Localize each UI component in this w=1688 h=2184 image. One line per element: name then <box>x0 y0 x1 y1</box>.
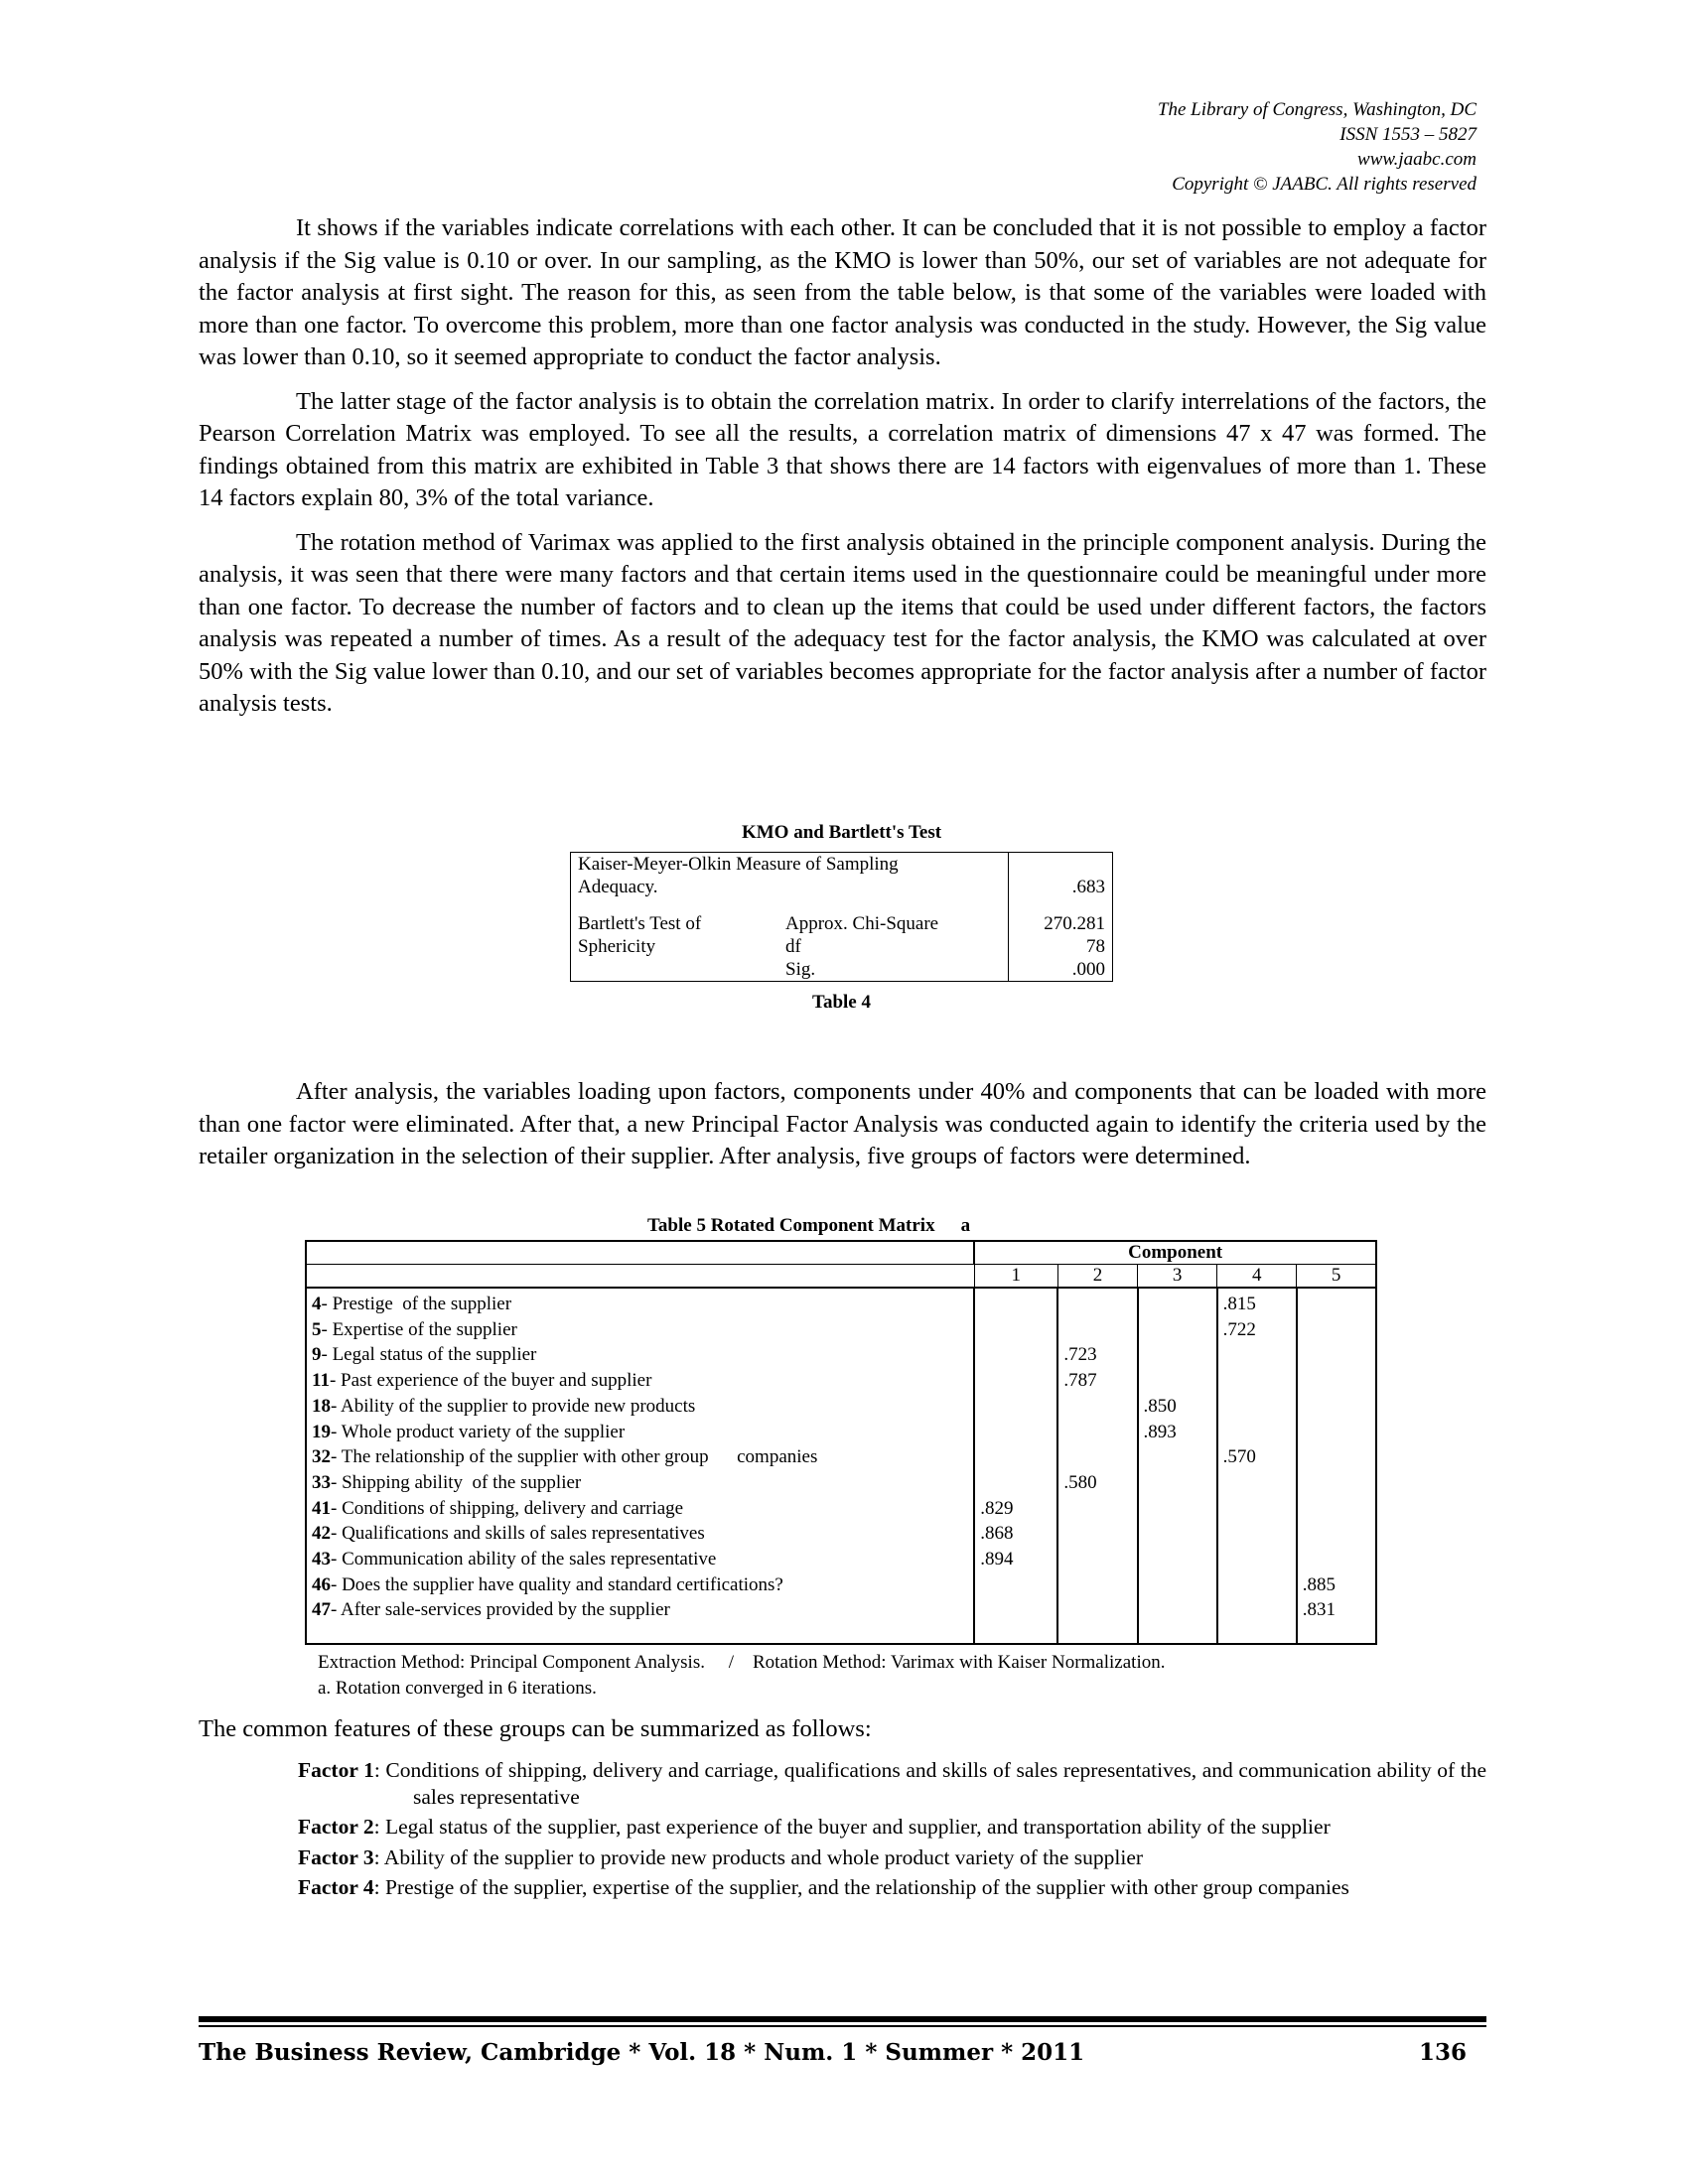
factor-item: Factor 3: Ability of the supplier to provide new products and whole product variety of the supplier <box>298 1844 1144 1869</box>
loading-cell <box>1297 1288 1376 1317</box>
loading-cell: .723 <box>1057 1342 1137 1368</box>
loading-cell <box>1138 1572 1217 1598</box>
loading-cell <box>1057 1572 1137 1598</box>
header-line: Copyright © JAABC. All rights reserved <box>1172 174 1477 195</box>
loading-cell <box>1138 1368 1217 1394</box>
table-row <box>306 1496 1376 1522</box>
loading-cell <box>1297 1547 1376 1572</box>
item-label: 19- Whole product variety of the supplier <box>312 1421 626 1442</box>
paragraph: The latter stage of the factor analysis is to obtain the correlation matrix. In order to clarify interrelations of the factors, the Pearson Correlation Matrix was employed. To see all the results, a correlation matrix of dimensions 47 x 47 was formed. The findings obtained from this matrix are exhibited in Table 3 that shows there are 14 factors with eigenvalues of more than 1. These 14 factors explain 80, 3% of the total variance. <box>199 387 1486 511</box>
item-label: 4- Prestige of the supplier <box>312 1294 512 1314</box>
loading-cell: .894 <box>974 1547 1057 1572</box>
table-row <box>306 1521 1376 1547</box>
column-number: 1 <box>974 1265 1057 1289</box>
table-note: a. Rotation converged in 6 iterations. <box>318 1678 597 1699</box>
bartlett-stats-labels: Approx. Chi-Square df Sig. <box>785 913 939 980</box>
loading-cell: .815 <box>1217 1288 1297 1317</box>
table-row <box>306 1420 1376 1445</box>
loading-cell <box>974 1342 1057 1368</box>
loading-cell <box>974 1368 1057 1394</box>
item-label: 33- Shipping ability of the supplier <box>312 1471 582 1493</box>
loading-cell <box>1297 1470 1376 1496</box>
loading-cell <box>1297 1496 1376 1522</box>
table-row <box>306 1597 1376 1644</box>
table-row <box>306 1368 1376 1394</box>
header-line: www.jaabc.com <box>1357 149 1477 170</box>
table-row <box>306 1317 1376 1343</box>
loading-cell <box>1057 1394 1137 1420</box>
loading-cell <box>1057 1444 1137 1470</box>
loading-cell: .868 <box>974 1521 1057 1547</box>
loading-cell <box>1138 1496 1217 1522</box>
footer-rule <box>199 2025 1486 2027</box>
loading-cell <box>1057 1420 1137 1445</box>
item-label: 43- Communication ability of the sales representative <box>312 1549 717 1570</box>
body-text <box>199 1713 1486 1758</box>
loading-cell <box>974 1572 1057 1598</box>
factor-list <box>298 1757 1486 1905</box>
loading-cell: .829 <box>974 1496 1057 1522</box>
table5-title: Table 5 Rotated Component Matrix a <box>647 1215 971 1236</box>
loading-cell: .570 <box>1217 1444 1297 1470</box>
loading-cell <box>1297 1444 1376 1470</box>
item-label: 46- Does the supplier have quality and standard certifications? <box>312 1573 783 1595</box>
factor-item: Factor 1: Conditions of shipping, delivery and carriage, qualifications and skills of sales representatives, and communication ability of the sales representative <box>298 1758 1487 1809</box>
loading-cell: .787 <box>1057 1368 1137 1394</box>
loading-cell <box>1217 1342 1297 1368</box>
loading-cell <box>1057 1288 1137 1317</box>
table-caption: Table 4 <box>812 992 871 1013</box>
loading-cell <box>974 1317 1057 1343</box>
loading-cell <box>974 1597 1057 1644</box>
table5-notes <box>318 1650 1165 1702</box>
kmo-table-title: KMO and Bartlett's Test <box>741 822 942 843</box>
page-number: 136 <box>1418 2039 1467 2066</box>
loading-cell <box>1057 1597 1137 1644</box>
summary-intro: The common features of these groups can be summarized as follows: <box>199 1715 872 1742</box>
loading-cell <box>974 1394 1057 1420</box>
loading-cell: .893 <box>1138 1420 1217 1445</box>
column-number: 3 <box>1138 1265 1217 1289</box>
loading-cell <box>974 1420 1057 1445</box>
item-label: 42- Qualifications and skills of sales representatives <box>312 1523 705 1545</box>
loading-cell <box>1057 1496 1137 1522</box>
loading-cell <box>974 1288 1057 1317</box>
loading-cell <box>1217 1394 1297 1420</box>
loading-cell <box>1217 1597 1297 1644</box>
kmo-table <box>570 852 1113 982</box>
item-label: 9- Legal status of the supplier <box>312 1344 537 1366</box>
loading-cell <box>1217 1572 1297 1598</box>
body-text <box>199 1076 1486 1185</box>
page-header <box>1158 97 1477 197</box>
loading-cell <box>1138 1547 1217 1572</box>
header-line: The Library of Congress, Washington, DC <box>1157 99 1477 120</box>
loading-cell: .831 <box>1297 1597 1376 1644</box>
column-number: 4 <box>1217 1265 1297 1289</box>
loading-cell: .722 <box>1217 1317 1297 1343</box>
loading-cell <box>974 1444 1057 1470</box>
loading-cell <box>1138 1288 1217 1317</box>
body-text <box>199 212 1486 733</box>
loading-cell <box>1297 1368 1376 1394</box>
table-row <box>306 1394 1376 1420</box>
table-row <box>306 1342 1376 1368</box>
table-row <box>306 1572 1376 1598</box>
loading-cell <box>1217 1420 1297 1445</box>
loading-cell <box>1297 1420 1376 1445</box>
loading-cell <box>1297 1394 1376 1420</box>
footer-rule <box>199 2016 1486 2022</box>
kmo-table-block <box>570 822 1113 1014</box>
table-note: Extraction Method: Principal Component Analysis. / Rotation Method: Varimax with Kaiser Normalization. <box>318 1652 1166 1673</box>
table-row <box>306 1444 1376 1470</box>
loading-cell <box>1138 1521 1217 1547</box>
loading-cell <box>1057 1317 1137 1343</box>
item-label: 47- After sale-services provided by the supplier <box>312 1599 670 1621</box>
table-row <box>306 1547 1376 1572</box>
loading-cell <box>1297 1317 1376 1343</box>
component-header: Component <box>974 1241 1376 1265</box>
page-footer <box>199 2039 1486 2066</box>
loading-cell <box>1297 1521 1376 1547</box>
loading-cell <box>1138 1317 1217 1343</box>
header-line: ISSN 1553 – 5827 <box>1339 124 1477 145</box>
loading-cell <box>1217 1521 1297 1547</box>
loading-cell: .885 <box>1297 1572 1376 1598</box>
item-label: 41- Conditions of shipping, delivery and carriage <box>312 1497 684 1519</box>
loading-cell <box>1138 1597 1217 1644</box>
loading-cell <box>1138 1342 1217 1368</box>
kmo-value: .683 <box>1009 853 1113 899</box>
loading-cell <box>1217 1547 1297 1572</box>
journal-citation: The Business Review, Cambridge * Vol. 18 * Num. 1 * Summer * 2011 <box>199 2039 1085 2066</box>
item-label: 11- Past experience of the buyer and supplier <box>312 1370 652 1392</box>
loading-cell <box>1217 1368 1297 1394</box>
table-row <box>306 1470 1376 1496</box>
item-label: 18- Ability of the supplier to provide new products <box>312 1395 696 1417</box>
loading-cell <box>1217 1496 1297 1522</box>
column-number: 2 <box>1057 1265 1137 1289</box>
loading-cell <box>974 1470 1057 1496</box>
column-number: 5 <box>1297 1265 1376 1289</box>
item-label: 5- Expertise of the supplier <box>312 1318 517 1340</box>
factor-item: Factor 2: Legal status of the supplier, past experience of the buyer and supplier, and transportation ability of the supplier <box>298 1815 1331 1839</box>
loading-cell: .850 <box>1138 1394 1217 1420</box>
loading-cell <box>1217 1470 1297 1496</box>
paragraph: The rotation method of Varimax was applied to the first analysis obtained in the principle component analysis. During the analysis, it was seen that there were many factors and that certain items used in the questionnaire could be meaningful under more than one factor. To decrease the number of factors and to clean up the items that could be used under different factors, the factors analysis was repeated a number of times. As a result of the adequacy test for the factor analysis, the KMO was calculated at over 50% with the Sig value lower than 0.10, and our set of variables becomes appropriate for the factor analysis after a number of factor analysis tests. <box>199 528 1486 717</box>
paragraph: It shows if the variables indicate correlations with each other. It can be concluded that it is not possible to employ a factor analysis if the Sig value is 0.10 or over. In our sampling, as the KMO is lower than 50%, our set of variables are not adequate for the factor analysis at first sight. The reason for this, as seen from the table below, is that some of the variables were loaded with more than one factor. To overcome this problem, more than one factor analysis was conducted in the study. However, the Sig value was lower than 0.10, so it seemed appropriate to conduct the factor analysis. <box>199 214 1486 370</box>
rotated-component-matrix <box>305 1240 1377 1645</box>
loading-cell <box>1297 1342 1376 1368</box>
loading-cell: .580 <box>1057 1470 1137 1496</box>
table-row <box>306 1288 1376 1317</box>
kmo-label: Kaiser-Meyer-Olkin Measure of Sampling Adequacy. <box>578 854 899 897</box>
loading-cell <box>1057 1521 1137 1547</box>
bartlett-label: Bartlett's Test of Sphericity <box>578 913 702 957</box>
bartlett-stats-values: 270.281 78 .000 <box>1009 912 1113 982</box>
paragraph: After analysis, the variables loading upon factors, components under 40% and components that can be loaded with more than one factor were eliminated. After that, a new Principal Factor Analysis was conducted again to identify the criteria used by the retailer organization in the selection of their supplier. After analysis, five groups of factors were determined. <box>199 1078 1486 1169</box>
loading-cell <box>1057 1547 1137 1572</box>
loading-cell <box>1138 1444 1217 1470</box>
factor-item: Factor 4: Prestige of the supplier, expertise of the supplier, and the relationship of the supplier with other group companies <box>298 1875 1349 1899</box>
item-label: 32- The relationship of the supplier with other group companies <box>312 1446 818 1468</box>
loading-cell <box>1138 1470 1217 1496</box>
